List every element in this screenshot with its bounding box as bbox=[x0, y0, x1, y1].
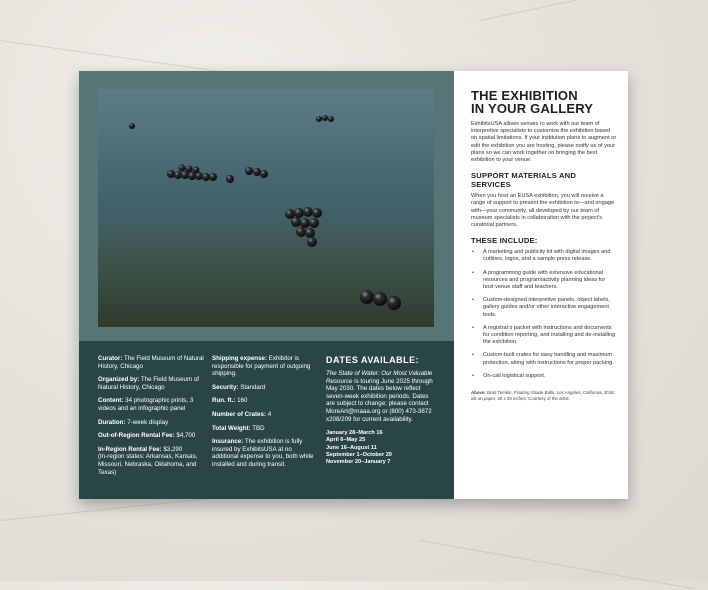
list-item: • A programming guide with extensive educational resources and program/activity planning ideas for host venue staff and teachers. bbox=[471, 270, 617, 292]
page-title-line-2: IN YOUR GALLERY bbox=[471, 101, 594, 116]
info-column-1 bbox=[98, 355, 208, 482]
brochure-page bbox=[79, 71, 628, 499]
list-item: • On-call logistical support. bbox=[471, 373, 617, 380]
weight-label: Total Weight: bbox=[212, 424, 251, 432]
support-list bbox=[471, 249, 617, 380]
crates-label: Number of Crates: bbox=[212, 410, 266, 418]
out-region-fee-label: Out-of-Region Rental Fee: bbox=[98, 432, 175, 440]
duration-value: 7-week display bbox=[127, 418, 169, 426]
caption-text: Brad Temkin, Floating Shade Balls, Los Angeles, California, 2018; ink on paper, 20 x 25 inches; Courtesy of the artist. bbox=[471, 390, 615, 401]
page-title-line-1: THE EXHIBITION bbox=[471, 88, 578, 103]
left-panel bbox=[79, 71, 454, 499]
dates-description: is touring June 2025 through May 2030. The dates below reflect seven-week exhibition periods. Dates are subject to change; please contact MoreArt@maaa.org or (800) 473-3872 x208/209 for current availability. bbox=[326, 377, 433, 423]
organized-line bbox=[98, 376, 208, 391]
in-region-fee-value: $3,290 bbox=[163, 445, 183, 453]
running-feet-line bbox=[212, 397, 318, 405]
insurance-line bbox=[212, 438, 318, 468]
content-value: 34 photographic prints, 3 videos and an infographic panel bbox=[98, 397, 194, 412]
content-line bbox=[98, 397, 208, 412]
date-item: June 16–August 11 bbox=[326, 444, 377, 451]
date-item: January 28–March 16 bbox=[326, 430, 383, 437]
shade-balls-image bbox=[98, 89, 434, 327]
crates-line bbox=[212, 411, 318, 419]
right-panel bbox=[454, 71, 628, 499]
dates-column bbox=[326, 355, 438, 466]
duration-line bbox=[98, 419, 208, 427]
security-value: Standard bbox=[240, 383, 266, 391]
in-region-states-note: (In-region states: Arkansas, Kansas, Missouri, Nebraska, Oklahoma, and Texas) bbox=[98, 453, 198, 476]
exhibition-photo bbox=[98, 89, 434, 327]
dates-heading: DATES AVAILABLE: bbox=[326, 355, 420, 365]
running-feet-label: Run. ft.: bbox=[212, 397, 236, 405]
crates-value: 4 bbox=[267, 410, 272, 418]
list-item: • A registrar's packet with instructions and documents for condition reporting, and installing and de-installing the exhibition. bbox=[471, 325, 617, 347]
out-region-fee-line bbox=[98, 432, 208, 440]
list-item: • A marketing and publicity kit with digital images and cutlines, logos, and a sample press release. bbox=[471, 249, 617, 263]
weight-value: TBD bbox=[252, 424, 265, 432]
insurance-value: The exhibition is fully insured by ExhibitsUSA at no additional expense to you, both while installed and during transit. bbox=[212, 438, 314, 468]
weight-line bbox=[212, 425, 318, 433]
exhibition-info-panel bbox=[79, 341, 454, 499]
shipping-label: Shipping expense: bbox=[212, 355, 268, 362]
in-region-fee-line bbox=[98, 446, 208, 476]
duration-label: Duration: bbox=[98, 418, 126, 426]
insurance-label: Insurance: bbox=[212, 438, 244, 446]
marble-vein bbox=[420, 540, 696, 590]
date-item: April 6–May 25 bbox=[326, 437, 366, 444]
running-feet-value: 160 bbox=[237, 397, 248, 405]
shipping-line bbox=[212, 355, 318, 378]
dates-body bbox=[326, 370, 438, 423]
list-item: • Custom-designed interpretive panels, object labels, gallery guides and/or other interactive engagement tools. bbox=[471, 297, 617, 319]
intro-text: ExhibitsUSA allows venues to work with our team of interpretive specialists to customize the exhibition based on spatial limitations. If your institution plans to augment or edit the exhibition you are hosting, please notify us of your plans so we can work together on bringing the best exhibition to your venue. bbox=[471, 121, 617, 164]
list-item: • Custom-built crates for easy handling and maximum protection, along with instructions for proper packing. bbox=[471, 352, 617, 366]
page-title bbox=[471, 89, 617, 115]
curator-line bbox=[98, 355, 208, 370]
date-item: September 1–October 20 bbox=[326, 451, 392, 458]
out-region-fee-value: $4,700 bbox=[176, 432, 196, 440]
organized-value: The Field Museum of Natural History, Chicago bbox=[98, 376, 199, 391]
info-column-2 bbox=[212, 355, 318, 475]
curator-value: The Field Museum of Natural History, Chicago bbox=[98, 355, 204, 370]
curator-label: Curator: bbox=[98, 355, 123, 362]
right-panel-content bbox=[471, 89, 617, 401]
marble-vein bbox=[480, 0, 705, 21]
security-line bbox=[212, 384, 318, 392]
date-item: November 20–January 7 bbox=[326, 458, 391, 465]
organized-label: Organized by: bbox=[98, 376, 140, 384]
shipping-value: Exhibitor is responsible for payment of outgoing shipping. bbox=[212, 355, 311, 378]
image-caption bbox=[471, 390, 617, 401]
exhibition-title: The State of Water: Our Most Valuable Resource bbox=[326, 370, 433, 385]
include-heading: THESE INCLUDE: bbox=[471, 236, 538, 246]
in-region-fee-label: In-Region Rental Fee: bbox=[98, 445, 162, 453]
support-heading: SUPPORT MATERIALS AND SERVICES bbox=[471, 171, 577, 190]
content-label: Content: bbox=[98, 397, 124, 405]
caption-label: Above: bbox=[471, 390, 486, 396]
security-label: Security: bbox=[212, 383, 239, 391]
support-text: When you host an EUSA exhibition, you will receive a range of support to present the exhibition to—and engage with—your community, all developed by our team of museum specialists in collaboration with the project's curatorial partners. bbox=[471, 193, 615, 229]
